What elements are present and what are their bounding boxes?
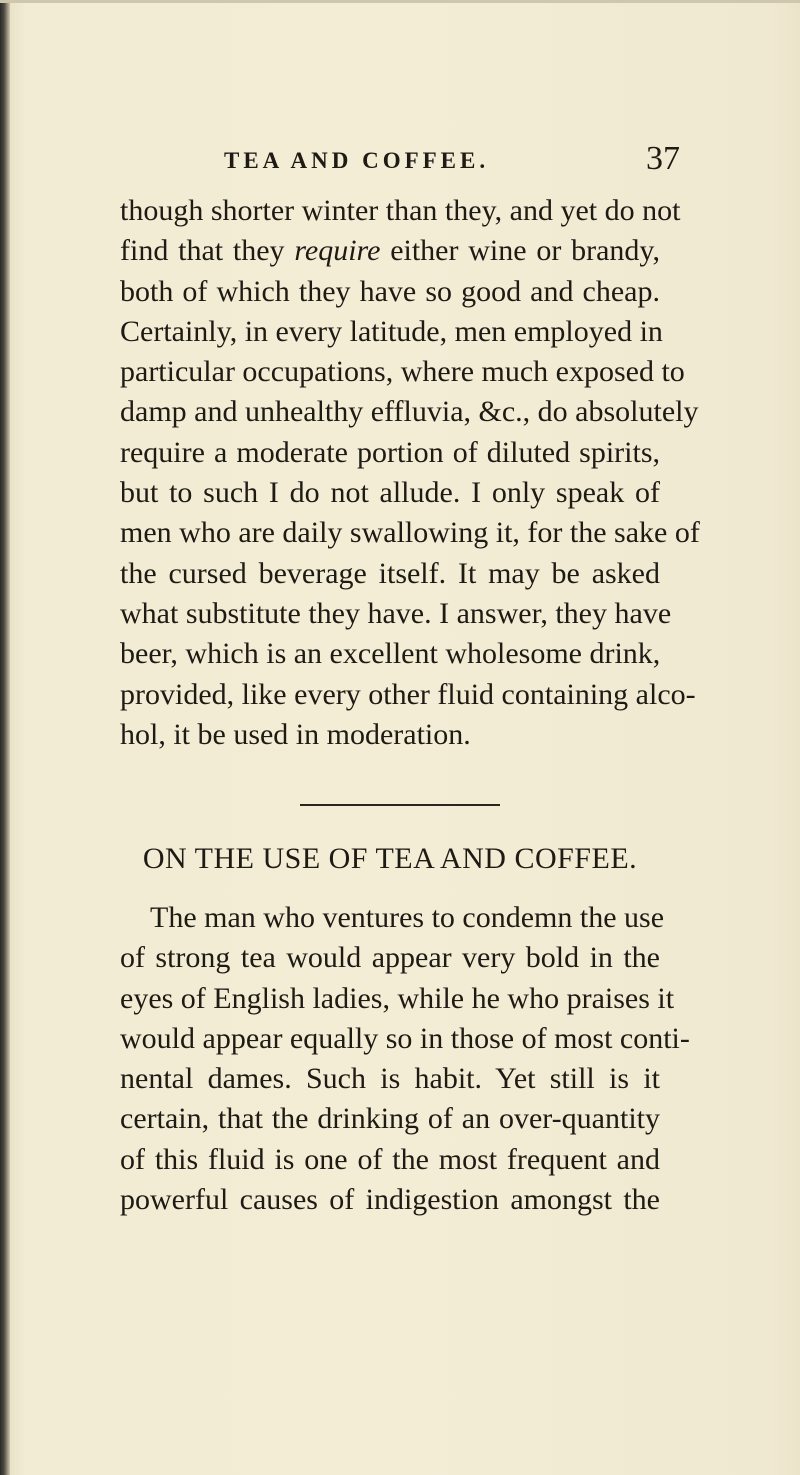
text-line: but to such I do not allude. I only speak of [120, 476, 660, 510]
text-line: require a moderate portion of diluted spirits, [120, 435, 660, 469]
section-divider [300, 804, 500, 806]
page-number: 37 [646, 140, 680, 177]
text-line: provided, like every other fluid containing alco- [120, 677, 696, 711]
italic-emphasis: require [294, 234, 381, 268]
text-line: beer, which is an excellent wholesome drink, [120, 637, 661, 671]
text-line: men who are daily swallowing it, for the sake of [120, 516, 700, 550]
text-line: eyes of English ladies, while he who praises it [120, 981, 675, 1015]
page-top-edge [0, 0, 800, 3]
binding-shadow [0, 0, 10, 1475]
text-line: what substitute they have. I answer, they have [120, 596, 672, 630]
text-line: though shorter winter than they, and yet do not [120, 194, 681, 227]
text-line: both of which they have so good and cheap. [120, 274, 660, 308]
text-line: damp and unhealthy effluvia, &c., do absolutely [120, 395, 699, 429]
text-line: powerful causes of indigestion amongst the [120, 1183, 660, 1217]
text-line: the cursed beverage itself. It may be asked [120, 556, 660, 590]
paragraph-continuation [120, 191, 700, 755]
text-line: certain, that the drinking of an over-quantity [120, 1102, 660, 1136]
text-line: find that they require either wine or brandy, [120, 234, 660, 268]
text-line: Certainly, in every latitude, men employed in [120, 314, 663, 348]
text-line: particular occupations, where much exposed to [120, 355, 685, 389]
section-title: ON THE USE OF TEA AND COFFEE. [142, 842, 638, 875]
running-title: TEA AND COFFEE. [224, 148, 490, 173]
text-line: The man who ventures to condemn the use [150, 901, 665, 934]
section-paragraph [120, 898, 690, 1220]
text-line: nental dames. Such is habit. Yet still is it [120, 1062, 660, 1096]
text-line: hol, it be used in moderation. [120, 717, 471, 751]
text-line: of strong tea would appear very bold in the [120, 941, 660, 975]
page-header [120, 140, 680, 180]
text-line: would appear equally so in those of most conti- [120, 1021, 690, 1055]
text-line: of this fluid is one of the most frequent and [120, 1142, 660, 1176]
